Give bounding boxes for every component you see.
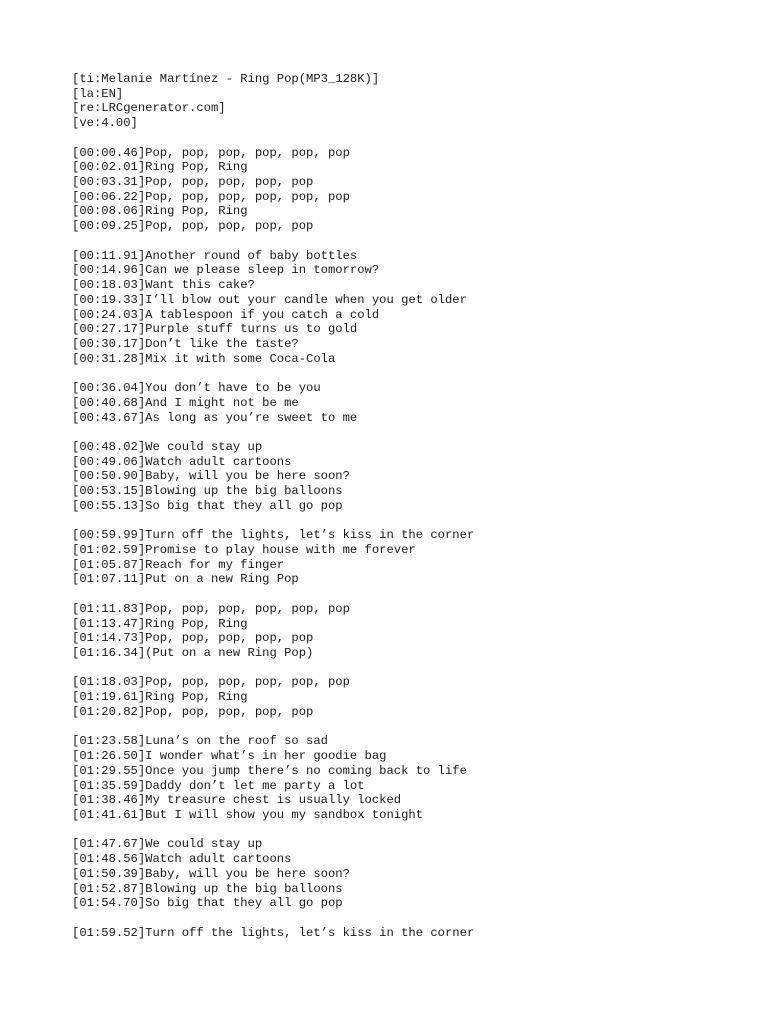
paragraph-gap <box>72 425 752 440</box>
lyric-line: [00:06.22]Pop, pop, pop, pop, pop, pop <box>72 189 350 204</box>
lrc-metadata-line: [ve:4.00] <box>72 116 138 131</box>
lyric-stanza <box>72 381 752 425</box>
lyric-stanza <box>72 602 752 661</box>
lyric-line: [01:26.50]I wonder what’s in her goodie bag <box>72 749 387 764</box>
lyric-line: [00:18.03]Want this cake? <box>72 278 255 293</box>
lyric-line: [00:14.96]Can we please sleep in tomorrow? <box>72 263 380 278</box>
lyric-line: [01:23.58]Luna’s on the roof so sad <box>72 734 328 749</box>
lyric-line: [00:11.91]Another round of baby bottles <box>72 248 358 263</box>
lyric-line: [01:16.34](Put on a new Ring Pop) <box>72 646 314 661</box>
paragraph-gap <box>72 720 752 735</box>
lyric-stanza <box>72 249 752 367</box>
lyric-line: [00:40.68]And I might not be me <box>72 395 299 410</box>
paragraph-gap <box>72 661 752 676</box>
lyric-line: [00:55.13]So big that they all go pop <box>72 498 343 513</box>
paragraph-gap <box>72 911 752 926</box>
lyric-stanza <box>72 734 752 822</box>
lyric-line: [01:54.70]So big that they all go pop <box>72 896 343 911</box>
lyric-line: [01:50.39]Baby, will you be here soon? <box>72 866 350 881</box>
lyric-line: [01:20.82]Pop, pop, pop, pop, pop <box>72 704 314 719</box>
lyric-line: [00:50.90]Baby, will you be here soon? <box>72 469 350 484</box>
paragraph-gap <box>72 131 752 146</box>
lyric-line: [00:53.15]Blowing up the big balloons <box>72 484 343 499</box>
lyric-line: [00:00.46]Pop, pop, pop, pop, pop, pop <box>72 145 350 160</box>
lyric-line: [00:31.28]Mix it with some Coca-Cola <box>72 351 336 366</box>
lyric-line: [00:02.01]Ring Pop, Ring <box>72 160 248 175</box>
lyric-line: [01:35.59]Daddy don’t let me party a lot <box>72 778 365 793</box>
lyric-line: [01:48.56]Watch adult cartoons <box>72 852 292 867</box>
paragraph-gap <box>72 514 752 529</box>
lyric-line: [00:49.06]Watch adult cartoons <box>72 454 292 469</box>
lyric-line: [01:07.11]Put on a new Ring Pop <box>72 572 299 587</box>
paragraph-gap <box>72 823 752 838</box>
paragraph-gap <box>72 234 752 249</box>
lyric-line: [01:13.47]Ring Pop, Ring <box>72 616 248 631</box>
lyric-line: [01:29.55]Once you jump there’s no coming back to life <box>72 763 467 778</box>
lyric-stanza <box>72 440 752 514</box>
paragraph-gap <box>72 366 752 381</box>
lyric-stanza <box>72 837 752 911</box>
lyrics-document <box>72 72 752 940</box>
lyric-line: [01:59.52]Turn off the lights, let’s kiss in the corner <box>72 925 475 940</box>
lyric-line: [00:03.31]Pop, pop, pop, pop, pop <box>72 175 314 190</box>
lyric-stanza <box>72 926 752 941</box>
lyric-line: [01:41.61]But I will show you my sandbox tonight <box>72 807 424 822</box>
lyric-stanza <box>72 528 752 587</box>
lyric-line: [00:43.67]As long as you’re sweet to me <box>72 410 358 425</box>
lrc-header-block <box>72 72 752 131</box>
lyric-line: [00:09.25]Pop, pop, pop, pop, pop <box>72 219 314 234</box>
lyric-line: [01:11.83]Pop, pop, pop, pop, pop, pop <box>72 601 350 616</box>
lrc-metadata-line: [ti:Melanie Martínez - Ring Pop(MP3_128K)] <box>72 72 380 86</box>
lyric-line: [01:14.73]Pop, pop, pop, pop, pop <box>72 631 314 646</box>
lyric-line: [00:59.99]Turn off the lights, let’s kiss in the corner <box>72 528 475 543</box>
lyric-line: [00:30.17]Don’t like the taste? <box>72 336 299 351</box>
lyric-stanza <box>72 675 752 719</box>
lyric-stanza <box>72 146 752 234</box>
lyric-line: [01:05.87]Reach for my finger <box>72 557 285 572</box>
paragraph-gap <box>72 587 752 602</box>
lrc-metadata-line: [la:EN] <box>72 86 124 101</box>
lyric-line: [01:52.87]Blowing up the big balloons <box>72 881 343 896</box>
lyric-line: [01:02.59]Promise to play house with me forever <box>72 543 416 557</box>
lyric-line: [01:18.03]Pop, pop, pop, pop, pop, pop <box>72 675 350 690</box>
lyric-line: [01:19.61]Ring Pop, Ring <box>72 690 248 705</box>
lyric-line: [00:27.17]Purple stuff turns us to gold <box>72 322 358 337</box>
lyric-line: [01:38.46]My treasure chest is usually locked <box>72 793 402 808</box>
lyric-line: [01:47.67]We could stay up <box>72 837 263 852</box>
lyric-line: [00:24.03]A tablespoon if you catch a cold <box>72 307 380 322</box>
lyric-line: [00:48.02]We could stay up <box>72 439 263 454</box>
lyric-line: [00:36.04]You don’t have to be you <box>72 381 321 396</box>
lrc-metadata-line: [re:LRCgenerator.com] <box>72 101 226 116</box>
lyric-line: [00:19.33]I’ll blow out your candle when you get older <box>72 292 467 307</box>
lyric-line: [00:08.06]Ring Pop, Ring <box>72 204 248 219</box>
